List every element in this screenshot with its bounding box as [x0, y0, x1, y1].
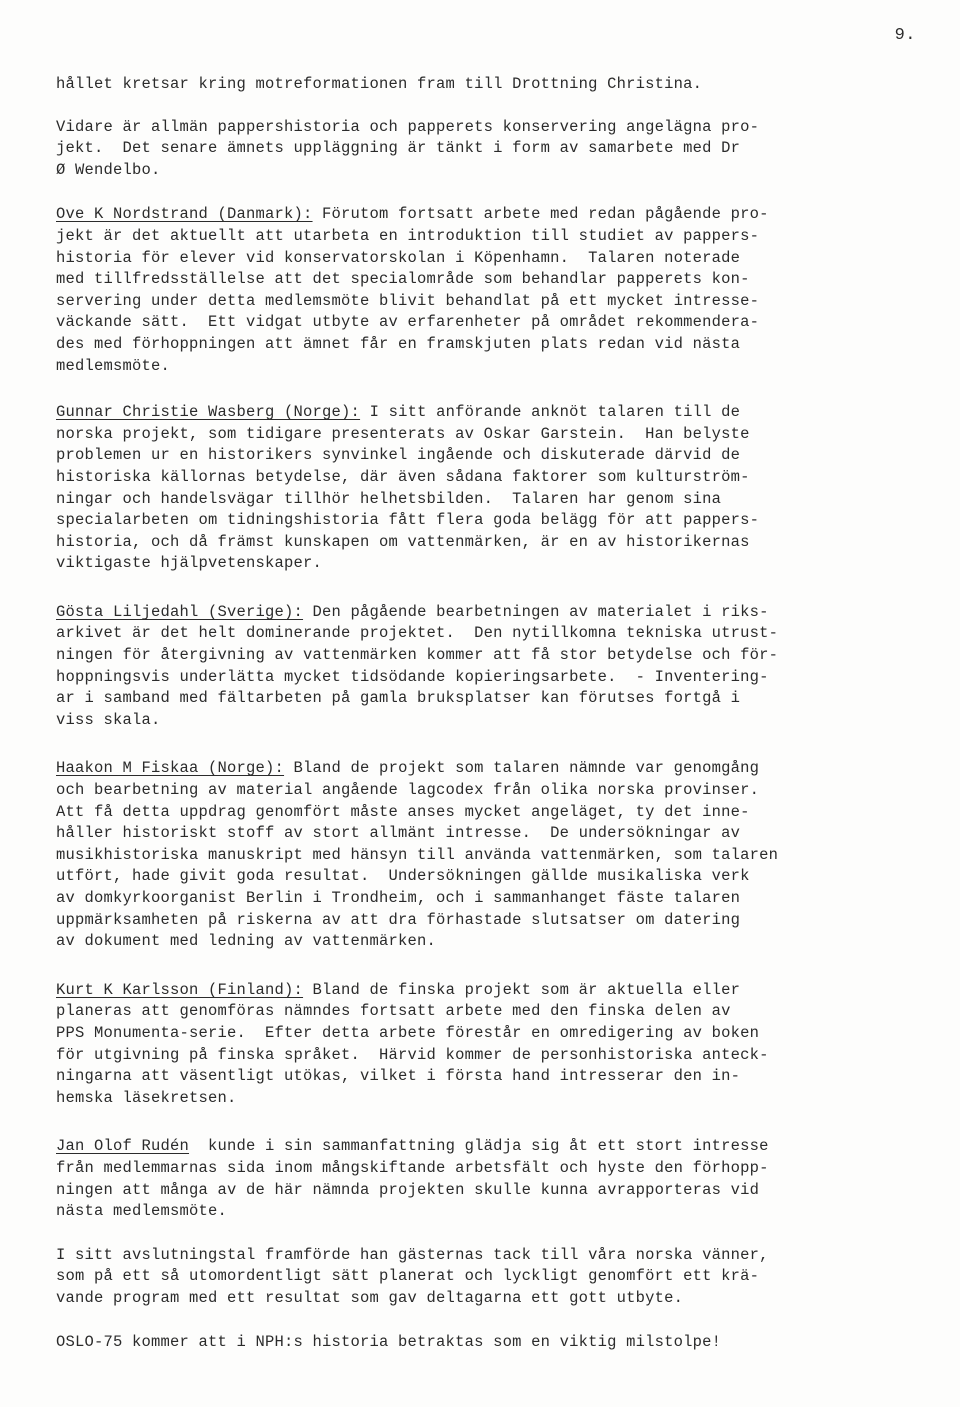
text-line: problemen ur en historikers synvinkel ingående och diskuterade därvid de — [56, 446, 741, 465]
text-line: hemska läsekretsen. — [56, 1088, 237, 1107]
text-line: viktigaste hjälpvetenskaper. — [56, 554, 323, 573]
text-line: med tillfredsställelse att det specialområde som behandlar papperets kon- — [56, 270, 750, 289]
speaker-text: Den pågående bearbetningen av materialet i riks- — [303, 602, 769, 621]
text-line: ningen att många av de här nämnda projekten skulle kunna avrapporteras vid — [56, 1180, 760, 1199]
speaker-name: Kurt K Karlsson (Finland): — [56, 980, 304, 999]
paragraph — [56, 74, 916, 96]
text-line — [56, 1136, 916, 1158]
text-line: Ø Wendelbo. — [56, 160, 161, 179]
text-line — [56, 204, 916, 226]
text-line — [56, 758, 916, 780]
speaker-paragraph — [56, 980, 916, 1110]
speaker-text: I sitt anförande anknöt talaren till de — [360, 403, 741, 422]
text-line: uppmärksamheten på riskerna av att dra förhastade slutsatser om datering — [56, 910, 741, 929]
speaker-text: Bland de projekt som talaren nämnde var genomgång — [284, 759, 760, 778]
text-line: jekt är det aktuellt att utarbeta en introduktion till studiet av pappers- — [56, 226, 760, 245]
speaker-name: Ove K Nordstrand (Danmark): — [56, 205, 313, 224]
speaker-paragraph — [56, 204, 916, 377]
text-line: PPS Monumenta-serie. Efter detta arbete förestår en omredigering av boken — [56, 1023, 760, 1042]
text-line: viss skala. — [56, 710, 161, 729]
text-line: servering under detta medlemsmöte blivit behandlat på ett mycket intresse- — [56, 291, 760, 310]
speaker-name: Gunnar Christie Wasberg (Norge): — [56, 403, 361, 422]
text-line: specialarbeten om tidningshistoria fått flera goda belägg för att pappers- — [56, 511, 760, 530]
text-line: musikhistoriska manuskript med hänsyn till använda vattenmärken, som talaren — [56, 845, 779, 864]
speaker-text: kunde i sin sammanfattning glädja sig åt ett stort intresse — [189, 1137, 769, 1156]
text-line: hållet kretsar kring motreformationen fram till Drottning Christina. — [56, 75, 703, 93]
text-line: från medlemmarnas sida inom mångskiftande arbetsfält och hyste den förhopp- — [56, 1158, 769, 1177]
speaker-name: Gösta Liljedahl (Sverige): — [56, 602, 304, 621]
speaker-paragraph — [56, 758, 916, 952]
text-line: medlemsmöte. — [56, 356, 171, 375]
speaker-text: Bland de finska projekt som är aktuella eller — [303, 980, 741, 999]
text-line: för utgivning på finska språket. Härvid kommer de personhistoriska anteck- — [56, 1045, 769, 1064]
text-line: utfört, hade givit goda resultat. Undersökningen gällde musikaliska verk — [56, 867, 750, 886]
speaker-name: Haakon M Fiskaa (Norge): — [56, 759, 285, 778]
text-line: håller historiskt stoff av stort allmänt intresse. De undersökningar av — [56, 824, 741, 843]
text-line: I sitt avslutningstal framförde han gästernas tack till våra norska vänner, — [56, 1245, 769, 1264]
text-line: arkivet är det helt dominerande projektet. Den nytillkomna tekniska utrust- — [56, 624, 779, 643]
text-line: väckande sätt. Ett vidgat utbyte av erfarenheter på området rekommendera- — [56, 313, 760, 332]
text-line: som på ett så utomordentligt sätt planerat och lyckligt genomfört ett krä- — [56, 1267, 760, 1286]
text-line: ar i samband med fältarbeten på gamla bruksplatser kan förutses fortgå i — [56, 689, 741, 708]
text-line: och bearbetning av material angående lagcodex från olika norska provinser. — [56, 781, 760, 800]
text-line — [56, 402, 916, 424]
text-line: historia, och då främst kunskapen om vattenmärken, är en av historikernas — [56, 532, 750, 551]
text-line: ningarna att väsentligt utökas, vilket i första hand intresserar den in- — [56, 1067, 741, 1086]
text-line: OSLO-75 kommer att i NPH:s historia betraktas som en viktig milstolpe! — [56, 1332, 722, 1351]
text-line: vande program med ett resultat som gav deltagarna ett gott utbyte. — [56, 1288, 684, 1307]
speaker-name: Jan Olof Rudén — [56, 1137, 190, 1156]
document-body — [56, 74, 916, 1353]
text-line: ningen för återgivning av vattenmärken kommer att få stor betydelse och för- — [56, 646, 779, 665]
speaker-paragraph — [56, 1136, 916, 1222]
text-line — [56, 602, 916, 624]
paragraph — [56, 1245, 916, 1310]
text-line: norska projekt, som tidigare presenterats av Oskar Garstein. Han belyste — [56, 424, 750, 443]
text-line: Vidare är allmän pappershistoria och papperets konservering angelägna pro- — [56, 117, 760, 136]
speaker-paragraph — [56, 402, 916, 575]
text-line: nästa medlemsmöte. — [56, 1202, 228, 1221]
text-line: Att få detta uppdrag genomfört måste anses mycket angeläget, ty det inne- — [56, 802, 750, 821]
page-number: 9. — [894, 26, 916, 45]
speaker-paragraph — [56, 602, 916, 732]
text-line: planeras att genomföras nämndes fortsatt arbete med den finska delen av — [56, 1002, 731, 1021]
paragraph — [56, 117, 916, 182]
text-line: hoppningsvis underlätta mycket tidsödande kopieringsarbete. - Inventering- — [56, 667, 769, 686]
text-line: historia för elever vid konservatorskolan i Köpenhamn. Talaren noterade — [56, 248, 741, 267]
speaker-text: Förutom fortsatt arbete med redan pågående pro- — [312, 205, 769, 224]
text-line: historiska källornas betydelse, där även sådana faktorer som kulturström- — [56, 467, 750, 486]
paragraph — [56, 1332, 916, 1354]
text-line — [56, 980, 916, 1002]
text-line: jekt. Det senare ämnets uppläggning är tänkt i form av samarbete med Dr — [56, 139, 741, 158]
text-line: ningar och handelsvägar tillhör helhetsbilden. Talaren har genom sina — [56, 489, 722, 508]
text-line: av dokument med ledning av vattenmärken. — [56, 932, 437, 951]
text-line: des med förhoppningen att ämnet får en framskjuten plats redan vid nästa — [56, 334, 741, 353]
text-line: av domkyrkoorganist Berlin i Trondheim, och i sammanhanget fäste talaren — [56, 889, 741, 907]
